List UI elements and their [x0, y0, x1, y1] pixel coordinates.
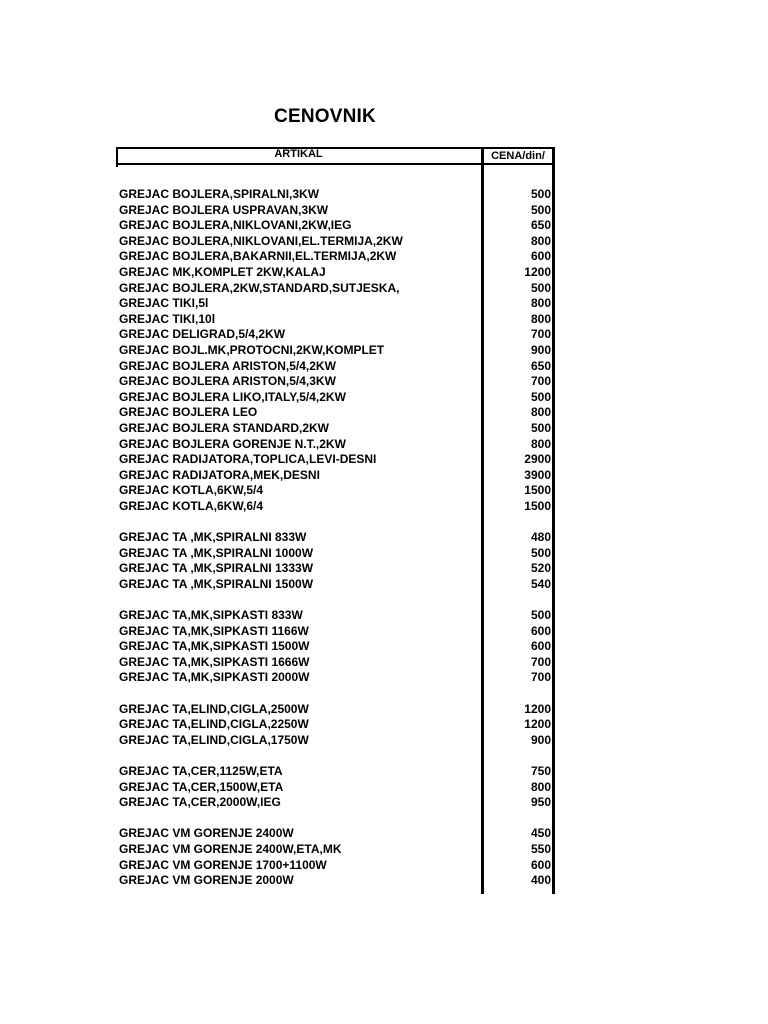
- item-name: GREJAC BOJLERA,BAKARNII,EL.TERMIJA,2KW: [119, 249, 397, 264]
- table-row: [116, 249, 555, 265]
- item-price: 600: [530, 857, 551, 872]
- table-row: [116, 546, 555, 562]
- column-header-article: ARTIKAL: [274, 148, 323, 160]
- item-price: 650: [530, 218, 551, 233]
- item-name: GREJAC VM GORENJE 2400W: [119, 826, 294, 841]
- item-price: 550: [530, 841, 551, 856]
- item-price: 800: [530, 233, 551, 248]
- item-price: 520: [530, 561, 551, 576]
- item-price: 1200: [524, 264, 551, 279]
- item-price: 1200: [524, 701, 551, 716]
- spacer-row: [116, 748, 555, 764]
- item-name: GREJAC VM GORENJE 2000W: [119, 873, 294, 888]
- item-price: 800: [530, 436, 551, 451]
- table-row: [116, 530, 555, 546]
- item-name: GREJAC TA,ELIND,CIGLA,2250W: [119, 717, 309, 732]
- table-row: [116, 296, 555, 312]
- item-name: GREJAC TA,MK,SIPKASTI 1166W: [119, 623, 309, 638]
- item-price: 500: [530, 608, 551, 623]
- item-name: GREJAC BOJLERA,SPIRALNI,3KW: [119, 187, 320, 201]
- item-name: GREJAC VM GORENJE 1700+1100W: [119, 857, 327, 872]
- table-row: [116, 343, 555, 359]
- item-price: 600: [530, 249, 551, 264]
- table-row: [116, 390, 555, 406]
- item-name: GREJAC TA,MK,SIPKASTI 1500W: [119, 639, 310, 654]
- item-price: 500: [530, 280, 551, 295]
- column-header-price: CENA/din/: [491, 150, 545, 162]
- item-price: 540: [530, 576, 551, 591]
- header-bottom-border: [116, 163, 555, 165]
- item-name: GREJAC MK,KOMPLET 2KW,KALAJ: [119, 264, 326, 279]
- item-name: GREJAC BOJLERA GORENJE N.T.,2KW: [119, 436, 346, 451]
- item-name: GREJAC TA ,MK,SPIRALNI 1333W: [119, 561, 314, 576]
- spacer-row: [116, 686, 555, 702]
- table-row: [116, 281, 555, 297]
- item-name: GREJAC TA,ELIND,CIGLA,2500W: [119, 701, 309, 716]
- table-row: [116, 499, 555, 515]
- item-price: 800: [530, 311, 551, 326]
- table-row: [116, 639, 555, 655]
- item-price: 900: [530, 342, 551, 357]
- item-price: 500: [530, 389, 551, 404]
- item-name: GREJAC BOJLERA USPRAVAN,3KW: [119, 202, 329, 217]
- item-name: GREJAC BOJLERA,NIKLOVANI,EL.TERMIJA,2KW: [119, 233, 403, 248]
- item-price: 700: [530, 654, 551, 669]
- item-name: GREJAC BOJLERA,2KW,STANDARD,SUTJESKA,: [119, 280, 400, 295]
- item-name: GREJAC RADIJATORA,TOPLICA,LEVI-DESNI: [119, 452, 377, 467]
- table-row: [116, 764, 555, 780]
- table-row: [116, 561, 555, 577]
- item-name: GREJAC TA,MK,SIPKASTI 1666W: [119, 654, 310, 669]
- price-table: [116, 147, 555, 894]
- item-price: 500: [530, 202, 551, 217]
- item-name: GREJAC KOTLA,6KW,6/4: [119, 498, 264, 513]
- item-price: 800: [530, 779, 551, 794]
- table-row: [116, 483, 555, 499]
- table-row: [116, 608, 555, 624]
- item-price: 800: [530, 296, 551, 311]
- item-name: GREJAC BOJLERA STANDARD,2KW: [119, 420, 330, 435]
- table-row: [116, 327, 555, 343]
- item-name: GREJAC RADIJATORA,MEK,DESNI: [119, 467, 320, 482]
- item-price: 450: [530, 826, 551, 841]
- item-price: 600: [530, 623, 551, 638]
- table-row: [116, 421, 555, 437]
- item-name: GREJAC BOJL.MK,PROTOCNI,2KW,KOMPLET: [119, 342, 385, 357]
- table-row: [116, 203, 555, 219]
- item-price: 400: [530, 873, 551, 888]
- item-name: GREJAC BOJLERA ARISTON,5/4,2KW: [119, 358, 336, 373]
- table-row: [116, 312, 555, 328]
- item-name: GREJAC TA,ELIND,CIGLA,1750W: [119, 732, 309, 747]
- item-name: GREJAC TA,MK,SIPKASTI 2000W: [119, 670, 310, 685]
- table-row: [116, 452, 555, 468]
- table-row: [116, 359, 555, 375]
- table-body: [116, 187, 555, 889]
- item-price: 650: [530, 358, 551, 373]
- item-price: 1200: [524, 717, 551, 732]
- item-price: 600: [530, 639, 551, 654]
- table-row: [116, 858, 555, 874]
- item-price: 800: [530, 405, 551, 420]
- item-name: GREJAC TA,CER,2000W,IEG: [119, 795, 281, 810]
- item-name: GREJAC TA ,MK,SPIRALNI 833W: [119, 530, 307, 545]
- table-row: [116, 234, 555, 250]
- table-row: [116, 702, 555, 718]
- item-price: 1500: [524, 483, 551, 498]
- item-price: 500: [530, 545, 551, 560]
- table-row: [116, 265, 555, 281]
- item-name: GREJAC TA,CER,1125W,ETA: [119, 763, 283, 778]
- page-title: CENOVNIK: [274, 106, 376, 127]
- item-name: GREJAC BOJLERA,NIKLOVANI,2KW,IEG: [119, 218, 352, 233]
- item-name: GREJAC TA ,MK,SPIRALNI 1500W: [119, 576, 314, 591]
- table-row: [116, 577, 555, 593]
- item-name: GREJAC TA,MK,SIPKASTI 833W: [119, 608, 303, 623]
- table-row: [116, 374, 555, 390]
- item-price: 500: [530, 420, 551, 435]
- table-row: [116, 624, 555, 640]
- item-price: 3900: [524, 467, 551, 482]
- item-name: GREJAC TA,CER,1500W,ETA: [119, 779, 284, 794]
- table-row: [116, 826, 555, 842]
- spacer-row: [116, 592, 555, 608]
- item-price: 1500: [524, 498, 551, 513]
- table-row: [116, 405, 555, 421]
- item-name: GREJAC VM GORENJE 2400W,ETA,MK: [119, 841, 342, 856]
- table-row: [116, 218, 555, 234]
- table-row: [116, 468, 555, 484]
- table-row: [116, 717, 555, 733]
- item-name: GREJAC BOJLERA LEO: [119, 405, 258, 420]
- item-price: 500: [530, 187, 551, 201]
- spacer-row: [116, 811, 555, 827]
- item-price: 700: [530, 327, 551, 342]
- table-row: [116, 780, 555, 796]
- item-price: 700: [530, 670, 551, 685]
- item-price: 700: [530, 374, 551, 389]
- item-price: 750: [530, 763, 551, 778]
- item-name: GREJAC KOTLA,6KW,5/4: [119, 483, 264, 498]
- table-row: [116, 733, 555, 749]
- item-name: GREJAC TIKI,10l: [119, 311, 216, 326]
- table-row: [116, 873, 555, 889]
- item-name: GREJAC TIKI,5l: [119, 296, 209, 311]
- item-price: 2900: [524, 452, 551, 467]
- table-row: [116, 655, 555, 671]
- table-row: [116, 187, 555, 203]
- item-name: GREJAC TA ,MK,SPIRALNI 1000W: [119, 545, 314, 560]
- table-row: [116, 670, 555, 686]
- table-row: [116, 842, 555, 858]
- item-price: 900: [530, 732, 551, 747]
- spacer-row: [116, 514, 555, 530]
- table-row: [116, 437, 555, 453]
- table-row: [116, 795, 555, 811]
- item-price: 950: [530, 795, 551, 810]
- item-price: 480: [530, 530, 551, 545]
- item-name: GREJAC BOJLERA LIKO,ITALY,5/4,2KW: [119, 389, 346, 404]
- item-name: GREJAC BOJLERA ARISTON,5/4,3KW: [119, 374, 336, 389]
- item-name: GREJAC DELIGRAD,5/4,2KW: [119, 327, 286, 342]
